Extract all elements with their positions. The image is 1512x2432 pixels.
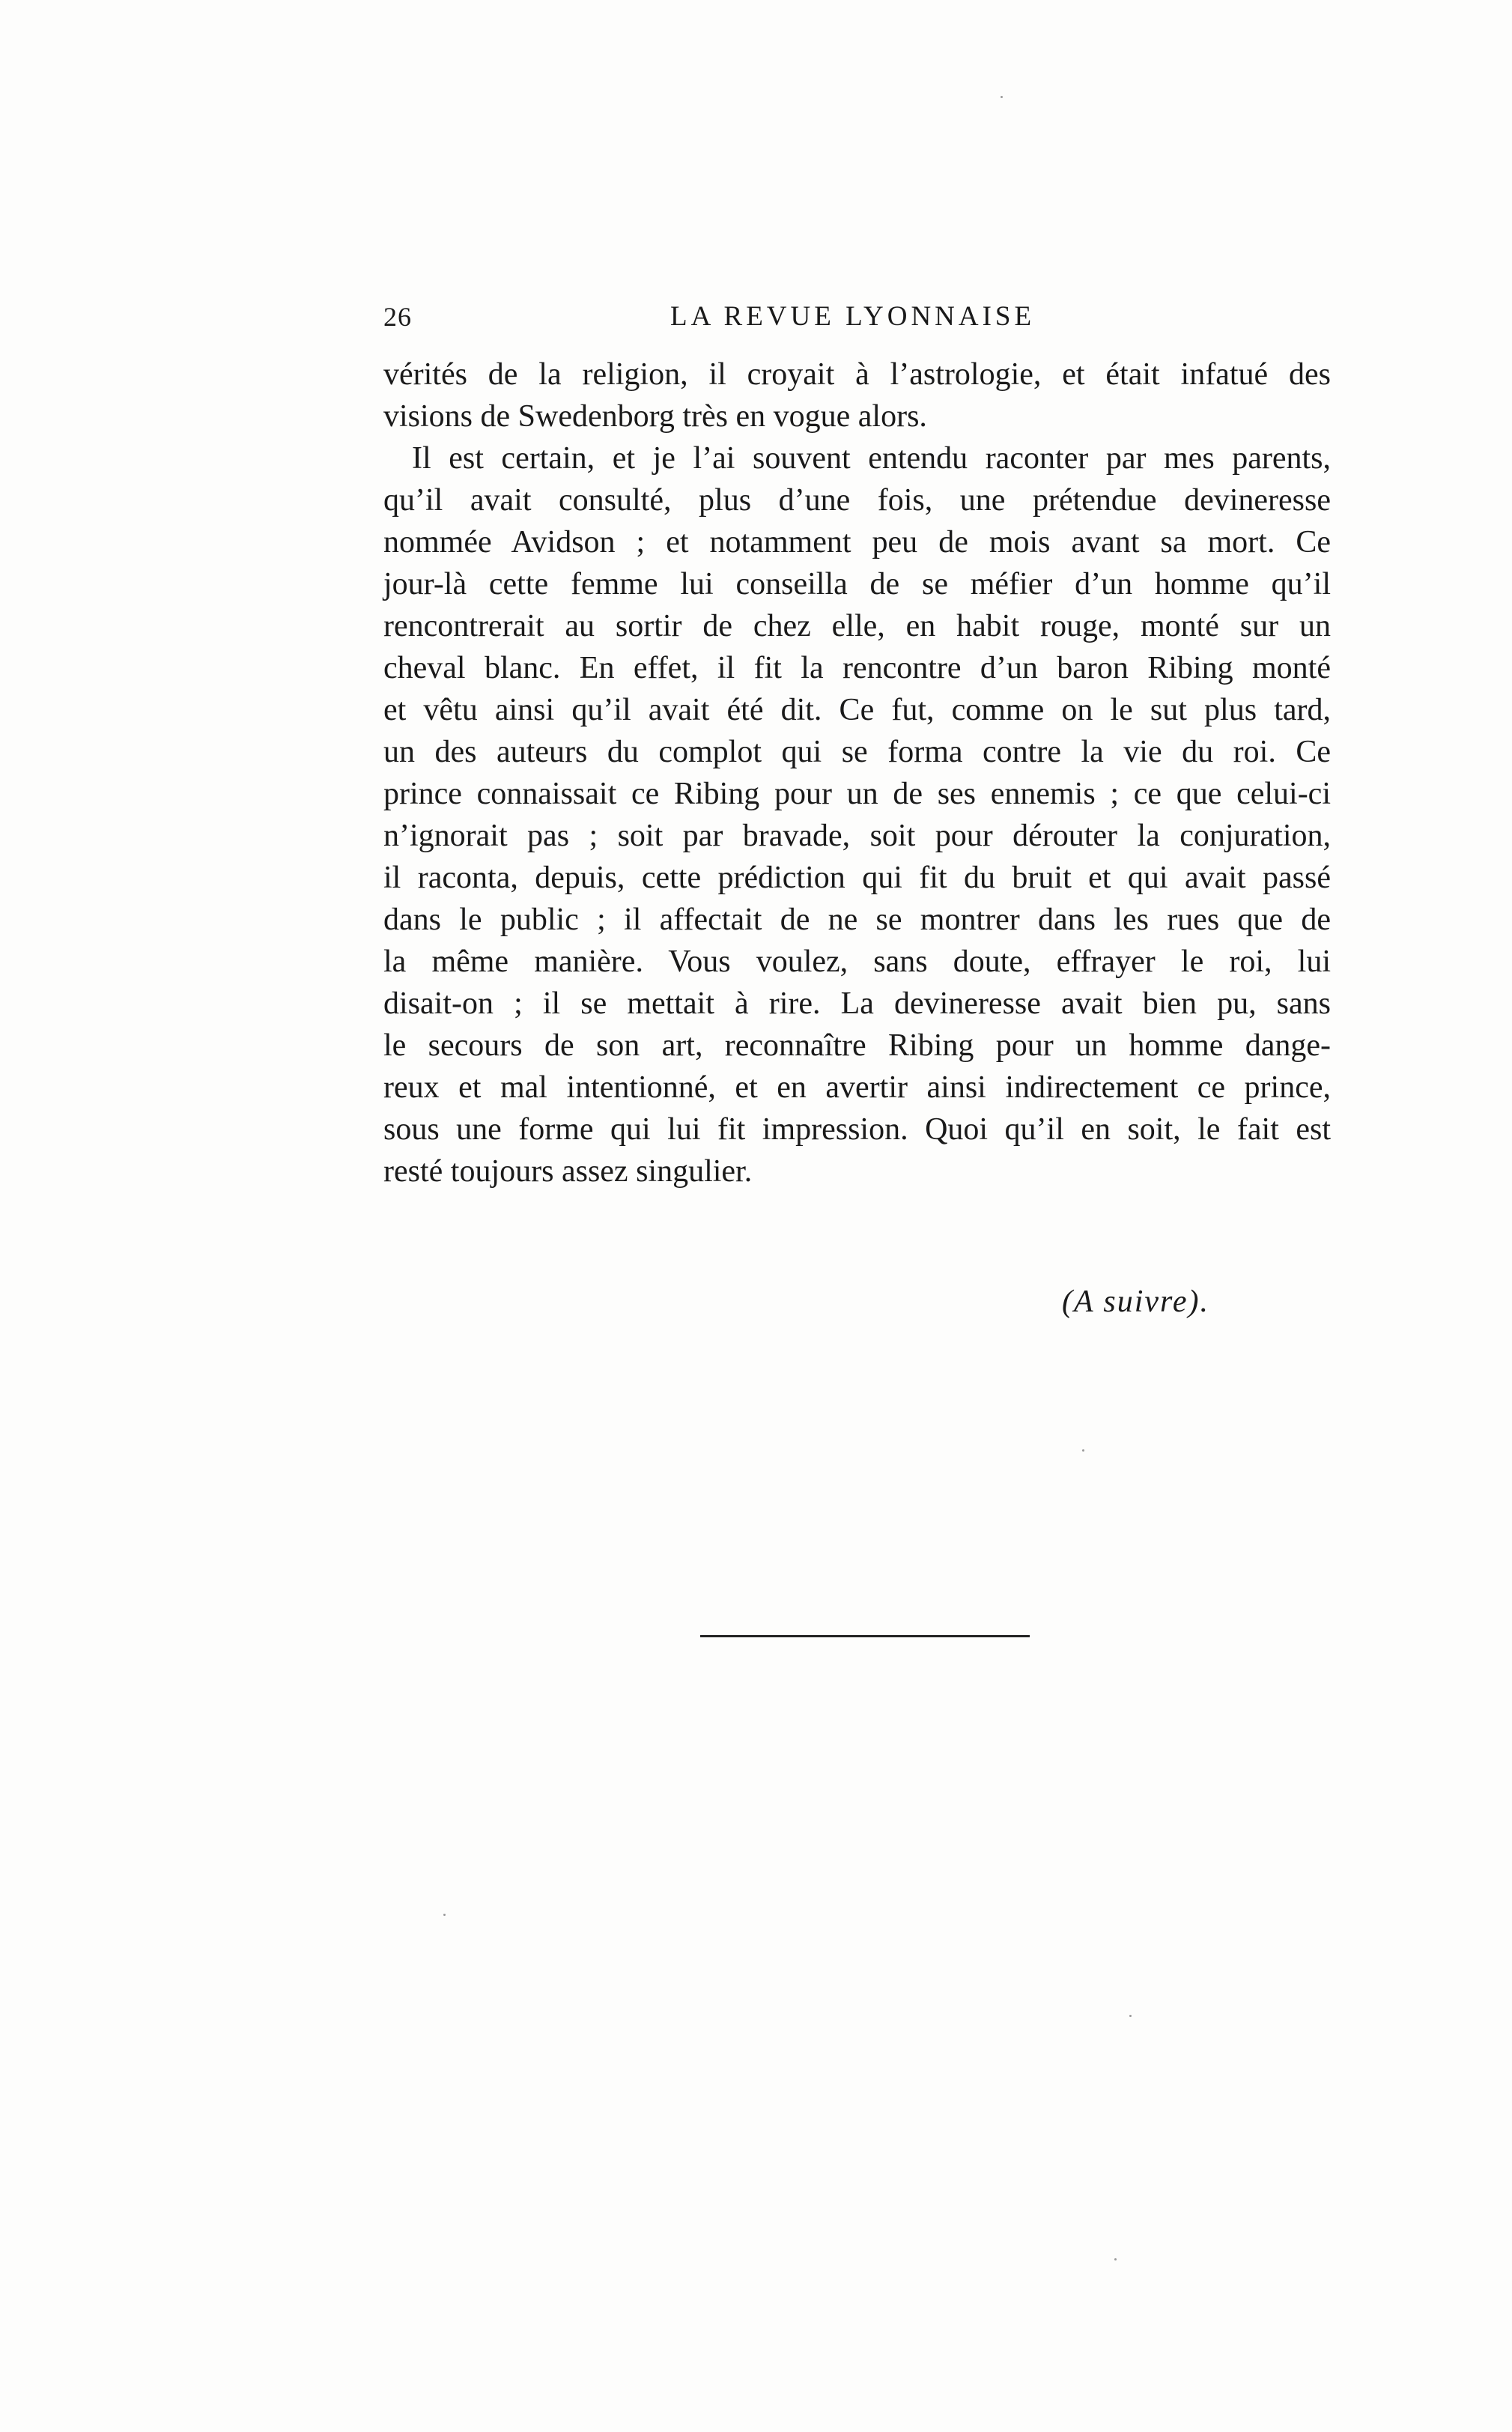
text-line: un des auteurs du complot qui se forma contre la vie du roi. Ce [383,735,1331,769]
text-line: prince connaissait ce Ribing pour un de ses ennemis ; ce que celui-ci [383,777,1331,811]
text-line: nommée Avidson ; et notamment peu de mois avant sa mort. Ce [383,525,1331,560]
running-title: LA REVUE LYONNAISE [670,301,1036,332]
paper-speck [443,1914,446,1916]
text-line: et vêtu ainsi qu’il avait été dit. Ce fut, comme on le sut plus tard, [383,693,1331,727]
text-line: qu’il avait consulté, plus d’une fois, une prétendue devineresse [383,483,1331,518]
paper-speck [1082,1449,1084,1452]
text-line: cheval blanc. En effet, il fit la rencontre d’un baron Ribing monté [383,651,1331,685]
paper-speck [1114,2258,1117,2260]
text-line: n’ignorait pas ; soit par bravade, soit pour dérouter la conjuration, [383,819,1331,853]
text-line: dans le public ; il affectait de ne se montrer dans les rues que de [383,903,1331,937]
continuation-note: (A suivre). [1062,1285,1209,1319]
text-line: le secours de son art, reconnaître Ribing pour un homme dange- [383,1028,1331,1063]
page-header [383,298,1331,336]
text-line: la même manière. Vous voulez, sans doute, effrayer le roi, lui [383,944,1331,979]
text-line: disait-on ; il se mettait à rire. La devineresse avait bien pu, sans [383,986,1331,1021]
text-line: il raconta, depuis, cette prédiction qui fit du bruit et qui avait passé [383,861,1331,895]
paper-speck [1129,2015,1132,2017]
text-line: vérités de la religion, il croyait à l’astrologie, et était infatué des [383,357,1331,392]
body-text [383,354,1331,1192]
text-line: sous une forme qui lui fit impression. Quoi qu’il en soit, le fait est [383,1112,1331,1147]
text-line: reux et mal intentionné, et en avertir ainsi indirectement ce prince, [383,1070,1331,1105]
text-line: jour-là cette femme lui conseilla de se méfier d’un homme qu’il [383,567,1331,601]
end-rule [700,1635,1030,1637]
text-line: visions de Swedenborg très en vogue alors. [383,399,927,434]
page-number: 26 [383,302,412,332]
text-line: rencontrerait au sortir de chez elle, en habit rouge, monté sur un [383,609,1331,643]
paper-speck [1001,96,1003,98]
text-line: resté toujours assez singulier. [383,1154,753,1189]
text-line: Il est certain, et je l’ai souvent entendu raconter par mes parents, [412,441,1331,476]
